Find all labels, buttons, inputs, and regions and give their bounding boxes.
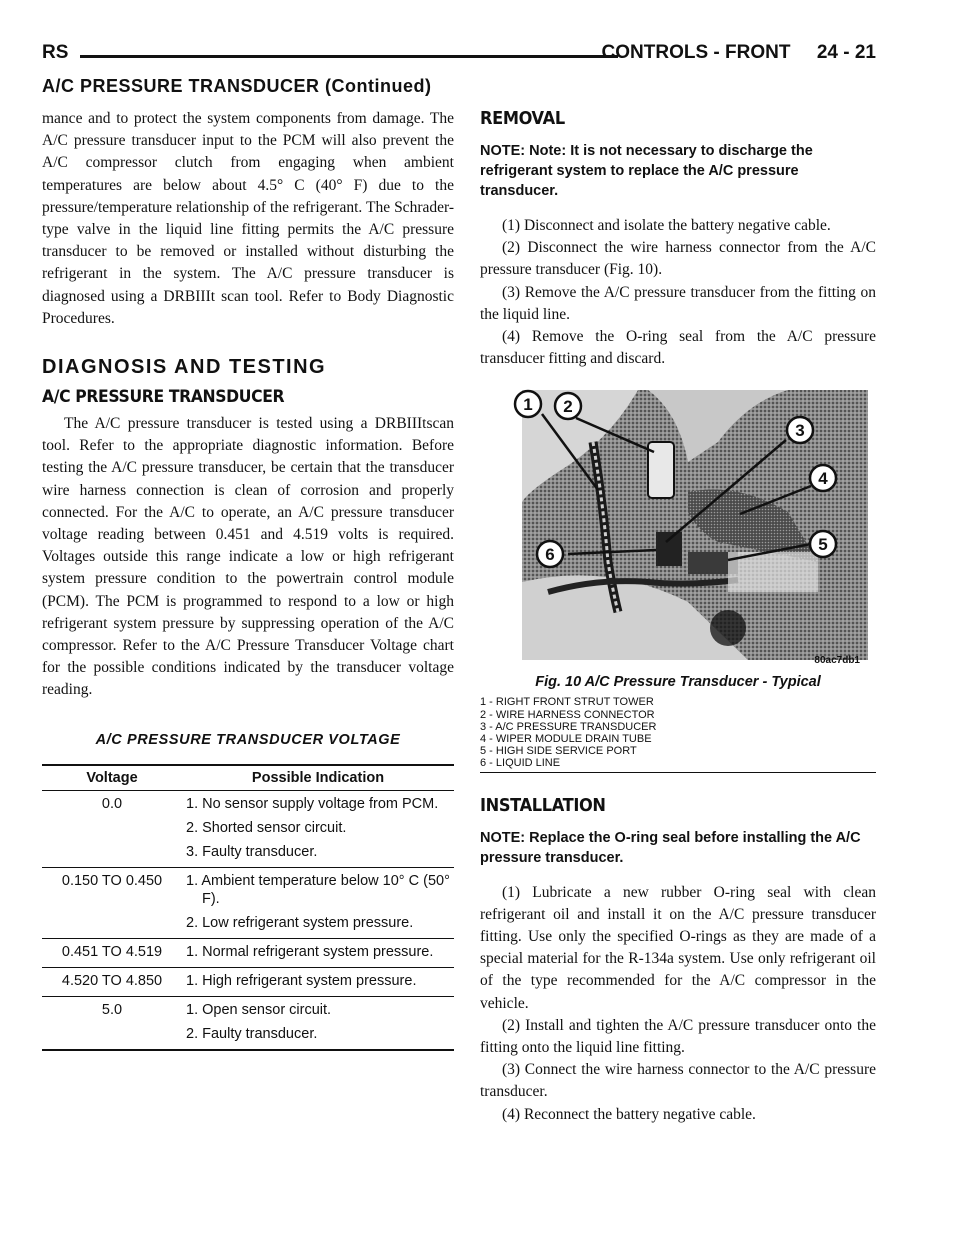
continued-heading: A/C PRESSURE TRANSDUCER (Continued) bbox=[42, 76, 432, 96]
removal-steps bbox=[480, 215, 876, 370]
removal-step: (2) Disconnect the wire harness connector from the A/C pressure transducer (Fig. 10). bbox=[480, 239, 876, 279]
callout-label: 4 bbox=[818, 469, 828, 489]
diagnosis-subheading: A/C PRESSURE TRANSDUCER bbox=[42, 387, 285, 408]
table-row bbox=[42, 996, 454, 1050]
removal-step: (4) Remove the O-ring seal from the A/C pressure transducer fitting and discard. bbox=[480, 328, 876, 368]
indication-item: 2. Faulty transducer. bbox=[186, 1025, 318, 1042]
removal-heading: REMOVAL bbox=[480, 108, 565, 129]
indication-cell bbox=[182, 967, 454, 996]
installation-step: (3) Connect the wire harness connector to the A/C pressure transducer. bbox=[480, 1061, 876, 1101]
legend-item: 6 - LIQUID LINE bbox=[480, 757, 561, 770]
voltage-cell: 0.150 TO 0.450 bbox=[42, 867, 182, 938]
table-row bbox=[42, 967, 454, 996]
diagnosis-heading: DIAGNOSIS AND TESTING bbox=[42, 356, 327, 379]
installation-step: (2) Install and tighten the A/C pressure transducer onto the fitting onto the liquid line fitting. bbox=[480, 1016, 876, 1057]
left-column bbox=[42, 108, 454, 1051]
indication-cell bbox=[182, 938, 454, 967]
page-header-title: CONTROLS - FRONT 24 - 21 bbox=[601, 42, 876, 63]
installation-step: (1) Lubricate a new rubber O-ring seal with clean refrigerant oil and install it on the A/C pressure transducer fitting. Use only the specified O-rings as they are made of a special material for the R-134a system. Use only refrigerant oil of the type recommended for the A/C compressor in the vehicle. bbox=[480, 883, 876, 1012]
diagnosis-paragraph: The A/C pressure transducer is tested using a DRBIIItscan tool. Refer to the appropriate diagnostic information. Before testing the A/C pressure transducer, be certain that the transducer wire harness connection is clean of corrosion and properly connected. For the A/C to operate, an A/C pressure transducer voltage reading between 0.451 and 4.519 volts is required. Voltages outside this range indicate a low or high refrigerant system pressure condition to the powertrain control module (PCM). The PCM is programmed to respond to a low or high refrigerant system pressure by suppressing operation of the A/C compressor. Refer to the A/C Pressure Transducer Voltage chart for the possible conditions indicated by the transducer voltage reading. bbox=[42, 415, 454, 699]
legend-item: 4 - WIPER MODULE DRAIN TUBE bbox=[480, 733, 652, 746]
installation-heading: INSTALLATION bbox=[480, 794, 606, 816]
indication-item: 1. Normal refrigerant system pressure. bbox=[186, 943, 434, 960]
transducer-shape bbox=[656, 532, 682, 566]
legend-item: 2 - WIRE HARNESS CONNECTOR bbox=[480, 708, 655, 721]
indication-item: 1. Open sensor circuit. bbox=[186, 1001, 332, 1018]
indication-item: 2. Low refrigerant system pressure. bbox=[186, 914, 414, 931]
figure-legend bbox=[480, 696, 876, 772]
removal-step: (3) Remove the A/C pressure transducer from the fitting on the liquid line. bbox=[480, 283, 876, 323]
indication-cell bbox=[182, 996, 454, 1050]
installation-note: NOTE: Replace the O-ring seal before installing the A/C pressure transducer. bbox=[480, 829, 861, 866]
col-header-voltage: Voltage bbox=[42, 765, 182, 791]
voltage-table-body bbox=[42, 790, 454, 1050]
legend-item: 1 - RIGHT FRONT STRUT TOWER bbox=[480, 696, 654, 709]
indication-item: 3. Faulty transducer. bbox=[186, 843, 318, 860]
indication-cell bbox=[182, 867, 454, 938]
voltage-cell: 0.451 TO 4.519 bbox=[42, 938, 182, 967]
indication-cell bbox=[182, 790, 454, 867]
header-rule bbox=[80, 55, 618, 58]
voltage-cell: 4.520 TO 4.850 bbox=[42, 967, 182, 996]
removal-step: (1) Disconnect and isolate the battery negative cable. bbox=[502, 217, 831, 234]
voltage-cell: 5.0 bbox=[42, 996, 182, 1050]
removal-note: NOTE: Note: It is not necessary to discharge the refrigerant system to replace the A/C pressure transducer. bbox=[480, 143, 813, 199]
intro-paragraph: mance and to protect the system components from damage. The A/C pressure transducer input to the PCM will also prevent the A/C compressor clutch from engaging when ambient temperatures are below about 4.5° C (40° F) due to the pressure/temperature relationship of the refrigerant. The Schrader-type valve in the liquid line fitting permits the A/C pressure transducer to be removed or installed without disturbing the refrigerant in the system. The A/C pressure transducer is diagnosed using a DRBIIIt scan tool. Refer to Body Diagnostic Procedures. bbox=[42, 110, 454, 327]
table-title: A/C PRESSURE TRANSDUCER VOLTAGE bbox=[95, 731, 401, 748]
table-row bbox=[42, 790, 454, 867]
legend-item: 3 - A/C PRESSURE TRANSDUCER bbox=[480, 720, 657, 733]
right-column bbox=[480, 108, 876, 1126]
callout-label: 6 bbox=[545, 545, 555, 565]
voltage-cell: 0.0 bbox=[42, 790, 182, 867]
installation-steps bbox=[480, 882, 876, 1126]
page-header-section: RS bbox=[42, 42, 69, 63]
callout-label: 1 bbox=[523, 395, 533, 415]
engine-bay-diagram bbox=[488, 382, 868, 672]
figure-caption: Fig. 10 A/C Pressure Transducer - Typical bbox=[535, 674, 821, 691]
indication-item: 1. High refrigerant system pressure. bbox=[186, 972, 417, 989]
table-row bbox=[42, 938, 454, 967]
figure-illustration bbox=[488, 382, 868, 672]
voltage-table bbox=[42, 764, 454, 1051]
indication-item: 1. No sensor supply voltage from PCM. bbox=[186, 795, 439, 812]
table-row bbox=[42, 867, 454, 938]
callout-label: 2 bbox=[563, 397, 573, 417]
col-header-indication: Possible Indication bbox=[182, 765, 454, 791]
indication-item: 2. Shorted sensor circuit. bbox=[186, 819, 347, 836]
callout-label: 5 bbox=[818, 535, 828, 555]
installation-step: (4) Reconnect the battery negative cable. bbox=[502, 1105, 756, 1123]
indication-item: 1. Ambient temperature below 10° C (50° F). bbox=[186, 872, 450, 907]
legend-item: 5 - HIGH SIDE SERVICE PORT bbox=[480, 745, 637, 758]
figure-code: 80ac7db1 bbox=[814, 655, 860, 667]
callout-label: 3 bbox=[795, 421, 805, 441]
